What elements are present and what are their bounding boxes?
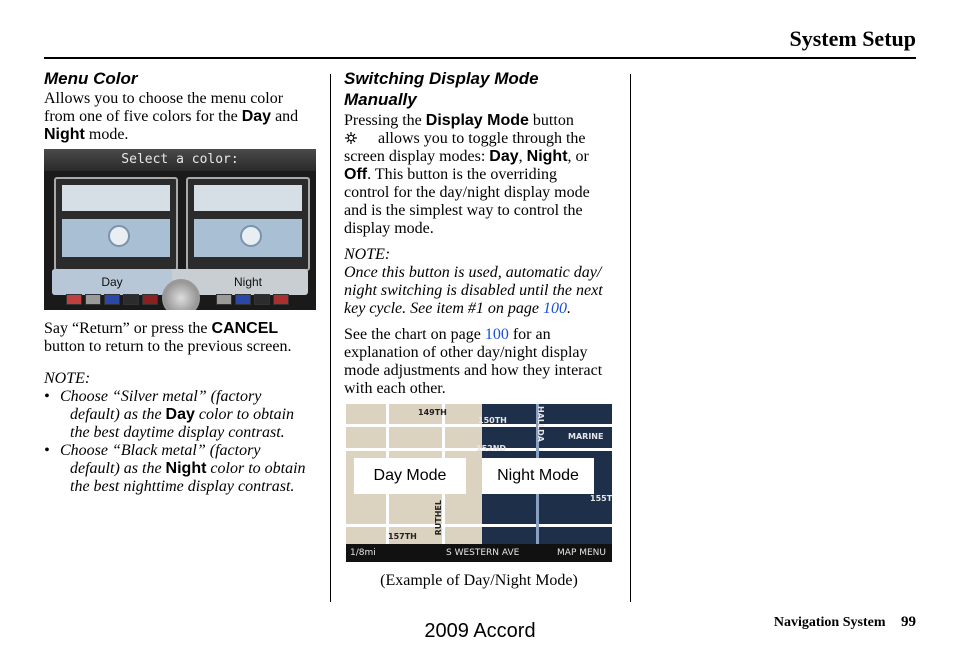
note-line bbox=[344, 300, 628, 318]
note-text: key cycle. See item #1 on page bbox=[344, 300, 544, 317]
note-text: color to obtain bbox=[194, 406, 295, 423]
note-item bbox=[44, 442, 329, 496]
intro-line-1: Allows you to choose the menu color bbox=[44, 90, 284, 107]
para-text: , bbox=[518, 148, 527, 165]
header-rule bbox=[44, 57, 916, 59]
day-swatches bbox=[66, 292, 161, 302]
para-line bbox=[344, 148, 628, 166]
menu-color-screenshot bbox=[44, 149, 316, 310]
note-line: night switching is disabled until the next bbox=[344, 282, 603, 299]
night-keyword: Night bbox=[165, 460, 207, 477]
off-keyword: Off bbox=[344, 166, 368, 183]
map-menu-button[interactable]: MAP MENU bbox=[557, 548, 606, 558]
day-swatch[interactable] bbox=[142, 294, 158, 305]
tab-night[interactable]: Night bbox=[233, 275, 262, 289]
note-text: . bbox=[567, 300, 572, 317]
page-title: System Setup bbox=[789, 26, 916, 51]
map-status-bar bbox=[346, 544, 612, 562]
day-mode-label: Day Mode bbox=[354, 458, 466, 494]
intro-text: from one of five colors for the bbox=[44, 108, 242, 125]
night-swatch[interactable] bbox=[273, 294, 289, 305]
para-line bbox=[344, 326, 628, 344]
return-text: Say “Return” or press the bbox=[44, 320, 212, 337]
night-swatch[interactable] bbox=[235, 294, 251, 305]
intro-line-3 bbox=[44, 126, 324, 144]
menu-color-heading: Menu Color bbox=[44, 69, 138, 88]
night-swatch[interactable] bbox=[254, 294, 270, 305]
note-text bbox=[60, 406, 329, 424]
note-text: Choose “Silver metal” (factory bbox=[60, 388, 262, 405]
page-number: 99 bbox=[901, 614, 916, 630]
current-street: S WESTERN AVE bbox=[446, 548, 520, 558]
intro-text: mode. bbox=[84, 126, 129, 143]
para-line: explanation of other day/night display bbox=[344, 344, 588, 361]
street-label: MARINE bbox=[568, 432, 604, 441]
para-line: and is the simplest way to control the bbox=[344, 202, 583, 219]
note-text: the best nighttime display contrast. bbox=[70, 478, 295, 495]
note-label: NOTE: bbox=[344, 246, 391, 263]
para-text: screen display modes: bbox=[344, 148, 490, 165]
heading-line: Switching Display Mode bbox=[344, 69, 539, 88]
note-list bbox=[44, 388, 329, 496]
note-text bbox=[60, 460, 329, 478]
bullet-icon: • bbox=[44, 388, 50, 405]
note-text: color to obtain bbox=[206, 460, 306, 477]
para-line: display mode. bbox=[344, 220, 434, 237]
page-100-link[interactable]: 100 bbox=[484, 326, 509, 343]
para-line bbox=[344, 130, 628, 148]
cancel-keyword: CANCEL bbox=[211, 320, 279, 337]
street-label: 149TH bbox=[418, 408, 447, 417]
note-text: default) as the bbox=[70, 460, 166, 477]
street-label: 157TH bbox=[388, 532, 417, 541]
night-swatch[interactable] bbox=[216, 294, 232, 305]
map-caption: (Example of Day/Night Mode) bbox=[380, 572, 578, 589]
switching-mode-heading bbox=[344, 68, 539, 110]
return-line-2: button to return to the previous screen. bbox=[44, 338, 292, 355]
display-mode-keyword: Display Mode bbox=[425, 112, 529, 129]
return-line-1 bbox=[44, 320, 326, 338]
para-text: button bbox=[528, 112, 574, 129]
select-color-title: Select a color: bbox=[44, 149, 316, 171]
day-swatch[interactable] bbox=[66, 294, 82, 305]
note-text: Choose “Black metal” (factory bbox=[60, 442, 261, 459]
note-text: default) as the bbox=[70, 406, 166, 423]
street-label: 152ND bbox=[476, 444, 507, 453]
para-text: , or bbox=[567, 148, 589, 165]
note-text: the best daytime display contrast. bbox=[70, 424, 285, 441]
night-keyword: Night bbox=[526, 148, 568, 165]
para-line: mode adjustments and how they interact bbox=[344, 362, 603, 379]
interface-dial-icon bbox=[162, 279, 200, 310]
para-line: with each other. bbox=[344, 380, 446, 397]
note-item bbox=[44, 388, 329, 442]
day-keyword: Day bbox=[241, 108, 272, 125]
note-line: Once this button is used, automatic day/ bbox=[344, 264, 602, 281]
intro-text: and bbox=[271, 108, 299, 125]
day-keyword: Day bbox=[489, 148, 519, 165]
day-swatch[interactable] bbox=[104, 294, 120, 305]
note-label: NOTE: bbox=[44, 370, 91, 387]
footer-section-name: Navigation System bbox=[773, 615, 886, 630]
day-preview-panel bbox=[54, 177, 178, 271]
night-mode-label: Night Mode bbox=[482, 458, 594, 494]
day-keyword: Day bbox=[165, 406, 195, 423]
intro-line-2 bbox=[44, 108, 324, 126]
menu-color-note bbox=[44, 370, 329, 496]
menu-color-intro bbox=[44, 90, 324, 144]
night-keyword: Night bbox=[44, 126, 85, 143]
day-swatch[interactable] bbox=[123, 294, 139, 305]
para-line bbox=[344, 112, 628, 130]
display-mode-button-icon bbox=[344, 131, 374, 145]
street-label: 150TH bbox=[478, 416, 507, 425]
day-preview-knob bbox=[108, 225, 130, 247]
para-text: for an bbox=[508, 326, 551, 343]
night-preview-panel bbox=[186, 177, 310, 271]
street-label: RUTHEL bbox=[434, 500, 443, 536]
footer-brand: 2009 Accord bbox=[424, 620, 536, 642]
day-swatch[interactable] bbox=[85, 294, 101, 305]
night-preview-knob bbox=[240, 225, 262, 247]
map-scale: 1/8mi bbox=[350, 548, 376, 558]
tab-day[interactable]: Day bbox=[52, 269, 172, 295]
chart-reference-paragraph bbox=[344, 326, 628, 398]
para-line: control for the day/night display mode bbox=[344, 184, 590, 201]
para-text: allows you to toggle through the bbox=[374, 130, 586, 147]
display-mode-paragraph bbox=[344, 112, 628, 238]
para-text: See the chart on page bbox=[344, 326, 485, 343]
para-text: . This button is the overriding bbox=[367, 166, 558, 183]
display-mode-note bbox=[344, 246, 628, 318]
column-divider bbox=[330, 74, 331, 602]
street-label: 155T bbox=[590, 494, 612, 503]
page-100-link[interactable]: 100 bbox=[543, 300, 568, 317]
heading-line: Manually bbox=[344, 90, 417, 109]
street-label: HALLDA bbox=[536, 406, 545, 442]
day-preview-display bbox=[62, 185, 170, 211]
para-line bbox=[344, 166, 628, 184]
column-divider-right bbox=[630, 74, 631, 602]
night-preview-display bbox=[194, 185, 302, 211]
night-swatches bbox=[216, 292, 292, 302]
day-night-map-screenshot bbox=[346, 404, 612, 562]
return-instruction bbox=[44, 320, 326, 356]
para-text: Pressing the bbox=[344, 112, 426, 129]
bullet-icon: • bbox=[44, 442, 50, 459]
